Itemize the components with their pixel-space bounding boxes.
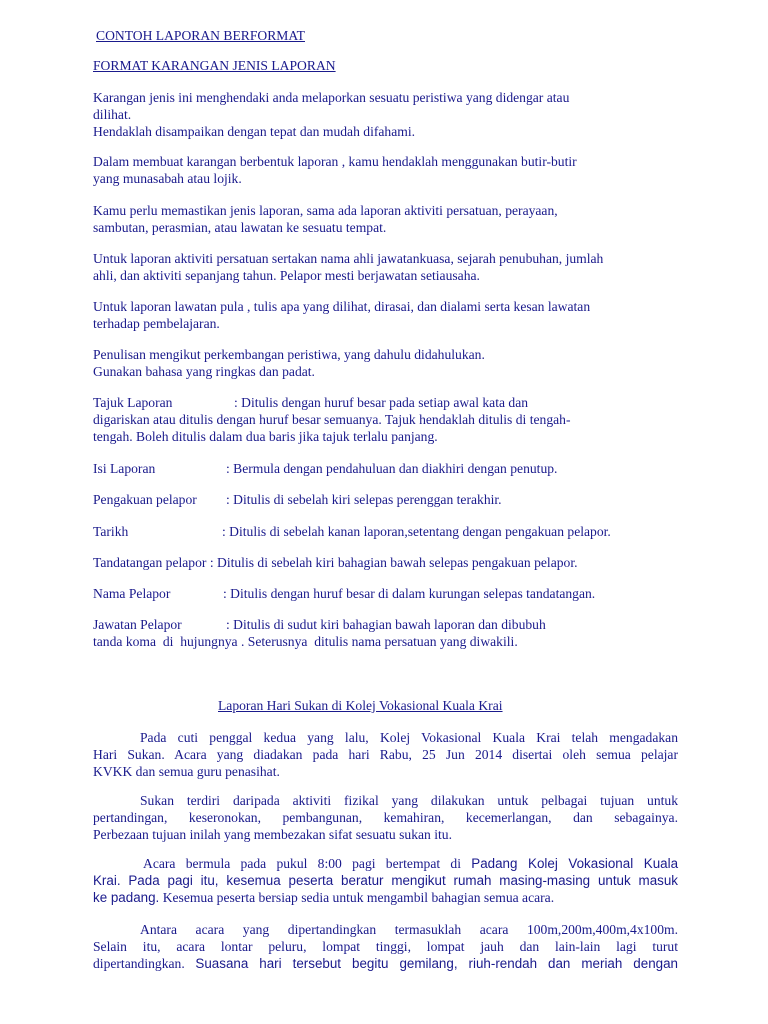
item-label: Jawatan Pelapor [93,617,182,632]
report-paragraph-4 [93,921,678,972]
report-paragraph-3 [93,855,678,906]
item-text: : Ditulis dengan huruf besar di dalam kurungan selepas tandatangan. [223,586,596,601]
report-title-text: Laporan Hari Sukan di Kolej Vokasional Kuala Krai [218,698,503,713]
paragraph-4 [93,250,678,284]
text-segment: Kesemua peserta bersiap sedia untuk mengambil bahagian semua acara. [162,890,555,905]
text-segment: dipertandingkan. [93,956,185,971]
text-line [93,955,678,972]
item-label: Nama Pelapor [93,586,171,601]
paragraph-5 [93,298,678,332]
text-segment: ke padang. [93,890,160,905]
text-line: Sukan terdiri daripada aktiviti fizikal yang dilakukan untuk pelbagai tujuan untuk [140,793,678,808]
item-line [93,394,678,411]
report-paragraph-2 [93,792,678,843]
text-line: Antara acara yang dipertandingkan termasuklah acara 100m,200m,400m,4x100m. [140,922,678,937]
heading-contoh-text: CONTOH LAPORAN BERFORMAT [96,28,305,43]
item-line [93,616,678,633]
text-line: Perbezaan tujuan inilah yang membezakan sifat sesuatu sukan itu. [93,827,452,842]
text-line: Selain itu, acara lontar peluru, lompat tinggi, lompat jauh dan lain-lain lagi turut [93,939,678,954]
text-line: Hendaklah disampaikan dengan tepat dan mudah difahami. [93,124,415,139]
paragraph-1 [93,89,678,140]
item-tandatangan-pelapor [93,554,678,571]
text-line: KVKK dan semua guru penasihat. [93,764,280,779]
report-title [218,697,568,714]
paragraph-3 [93,202,678,236]
text-line: Penulisan mengikut perkembangan peristiwa, yang dahulu didahulukan. [93,347,485,362]
paragraph-2 [93,153,678,187]
heading-contoh [96,27,681,44]
text-line: sambutan, perasmian, atau lawatan ke sesuatu tempat. [93,220,387,235]
item-label: Isi Laporan [93,461,156,476]
item-text: : Ditulis dengan huruf besar pada setiap awal kata dan [234,395,529,410]
text-segment: Suasana hari tersebut begitu gemilang, riuh-rendah dan meriah dengan [195,956,678,971]
text-segment: Padang Kolej Vokasional Kuala [471,856,679,871]
text-line [93,855,678,872]
item-label: Tajuk Laporan [93,395,173,410]
text-line: tanda koma di hujungnya . Seterusnya ditulis nama persatuan yang diwakili. [93,634,518,649]
text-segment: Acara bermula pada pukul 8:00 pagi bertempat di [143,856,461,871]
item-tajuk-laporan [93,394,678,445]
item-text: : Ditulis di sebelah kanan laporan,setentang dengan pengakuan pelapor. [222,524,611,539]
item-text: : Ditulis di sebelah kiri bahagian bawah selepas pengakuan pelapor. [209,555,578,570]
item-text: : Bermula dengan pendahuluan dan diakhiri dengan penutup. [226,461,558,476]
item-tarikh [93,523,678,540]
text-line: pertandingan, keseronokan, pembangunan, kemahiran, kecemerlangan, dan sebagainya. [93,810,678,825]
item-label: Pengakuan pelapor [93,492,197,507]
item-text: : Ditulis di sudut kiri bahagian bawah laporan dan dibubuh [226,617,546,632]
text-line: Kamu perlu memastikan jenis laporan, sama ada laporan aktiviti persatuan, perayaan, [93,203,558,218]
heading-format-text: FORMAT KARANGAN JENIS LAPORAN [93,58,336,73]
text-line: terhadap pembelajaran. [93,316,220,331]
text-line: ahli, dan aktiviti sepanjang tahun. Pelapor mesti berjawatan setiausaha. [93,268,480,283]
text-line: Hari Sukan. Acara yang diadakan pada hari Rabu, 25 Jun 2014 disertai oleh semua pelajar [93,747,678,762]
item-jawatan-pelapor [93,616,678,650]
text-line: tengah. Boleh ditulis dalam dua baris jika tajuk terlalu panjang. [93,429,438,444]
item-line [93,554,678,571]
item-label: Tandatangan pelapor [93,555,207,570]
text-line: digariskan atau ditulis dengan huruf besar semuanya. Tajuk hendaklah ditulis di tengah- [93,412,571,427]
text-line: Gunakan bahasa yang ringkas dan padat. [93,364,315,379]
item-line [93,491,678,508]
heading-format [93,57,678,74]
text-line: Karangan jenis ini menghendaki anda melaporkan sesuatu peristiwa yang didengar atau [93,90,570,105]
text-line: Untuk laporan lawatan pula , tulis apa yang dilihat, dirasai, dan dialami serta kesan lawatan [93,299,591,314]
text-line [93,889,678,906]
item-nama-pelapor [93,585,678,602]
text-line: Untuk laporan aktiviti persatuan sertakan nama ahli jawatankuasa, sejarah penubuhan, jumlah [93,251,604,266]
item-pengakuan-pelapor [93,491,678,508]
item-text: : Ditulis di sebelah kiri selepas perenggan terakhir. [226,492,502,507]
item-line [93,460,678,477]
text-line: dilihat. [93,107,132,122]
text-line: Krai. Pada pagi itu, kesemua peserta beratur mengikut rumah masing-masing untuk masuk [93,873,678,888]
report-paragraph-1 [93,729,678,780]
text-line: Pada cuti penggal kedua yang lalu, Kolej Vokasional Kuala Krai telah mengadakan [140,730,678,745]
text-line: yang munasabah atau lojik. [93,171,242,186]
text-line: Dalam membuat karangan berbentuk laporan , kamu hendaklah menggunakan butir-butir [93,154,577,169]
paragraph-6 [93,346,678,380]
item-label: Tarikh [93,524,129,539]
item-line [93,585,678,602]
item-isi-laporan [93,460,678,477]
item-line [93,523,678,540]
